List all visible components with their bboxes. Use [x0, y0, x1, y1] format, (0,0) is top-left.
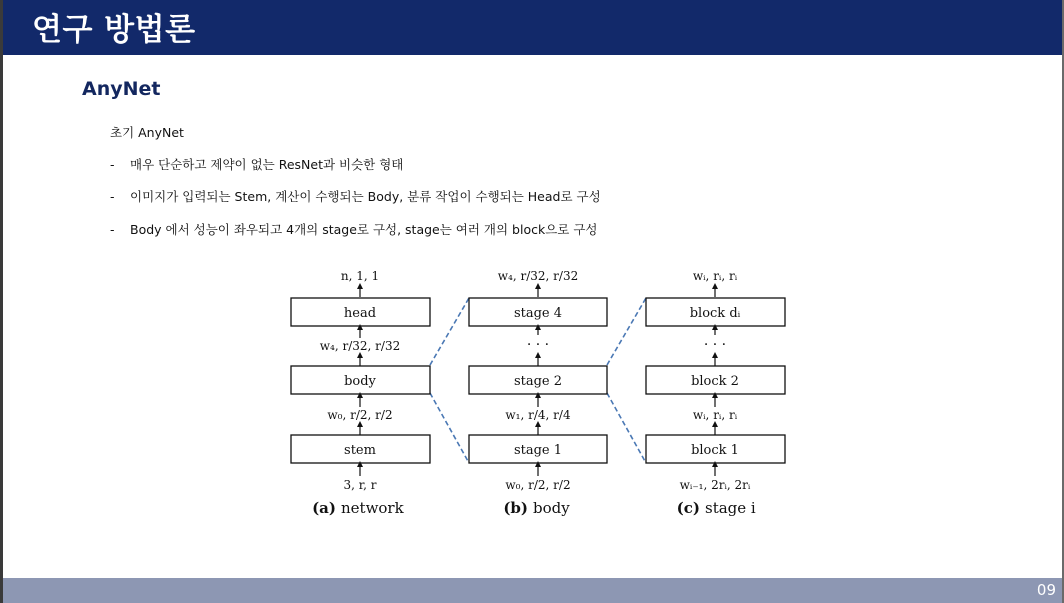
caption-letter-c: (c): [676, 499, 700, 517]
bullet-text: 이미지가 입력되는 Stem, 계산이 수행되는 Body, 분류 작업이 수행되는 Head로 구성: [130, 189, 601, 204]
page-number: 09: [1036, 581, 1056, 599]
stage1-label: stage 1: [513, 443, 563, 458]
bullet-dash: -: [110, 157, 115, 172]
body-dots: · · ·: [526, 337, 550, 353]
connector-line: [607, 298, 646, 365]
stem-label: stem: [344, 443, 376, 458]
stage-dots: · · ·: [703, 337, 727, 353]
intro-text: 초기 AnyNet: [110, 125, 184, 140]
caption-letter-b: (b): [503, 499, 528, 517]
body-mid-bottom-label: w₁, r/4, r/4: [505, 408, 571, 422]
block1-label: block 1: [691, 443, 739, 458]
caption-stage: stage i: [705, 499, 756, 517]
network-input-label: 3, r, r: [343, 478, 377, 492]
anynet-figure: [280, 262, 800, 524]
block2-label: block 2: [691, 374, 739, 389]
stage-input-label: wᵢ₋₁, 2rᵢ, 2rᵢ: [679, 478, 751, 492]
bullet-text: 매우 단순하고 제약이 없는 ResNet과 비슷한 형태: [130, 157, 404, 172]
connector-line: [430, 298, 469, 365]
stage-mid-bottom-label: wᵢ, rᵢ, rᵢ: [692, 408, 738, 422]
slide-header: [3, 0, 1062, 55]
stage2-label: stage 2: [513, 374, 563, 389]
bullet-item: [110, 220, 597, 238]
head-label: head: [343, 306, 377, 321]
caption-network: network: [341, 499, 404, 517]
network-mid-bottom-label: w₀, r/2, r/2: [327, 408, 393, 422]
stage4-label: stage 4: [513, 306, 563, 321]
section-title: AnyNet: [82, 78, 161, 100]
connector-line: [607, 393, 646, 463]
slide-title: 연구 방법론: [32, 12, 196, 48]
left-border: [0, 0, 3, 603]
bullet-dash: -: [110, 222, 115, 237]
connector-line: [430, 393, 469, 463]
anynet-diagram: [280, 262, 800, 524]
bullet-text: Body 에서 성능이 좌우되고 4개의 stage로 구성, stage는 여러 개의 block으로 구성: [130, 222, 598, 237]
body-label: body: [344, 374, 376, 389]
network-mid-top-label: w₄, r/32, r/32: [319, 339, 401, 353]
bullet-item: [110, 187, 601, 205]
body-input-label: w₀, r/2, r/2: [505, 478, 571, 492]
caption-body: body: [533, 499, 570, 517]
bullet-dash: -: [110, 189, 115, 204]
network-output-label: n, 1, 1: [340, 269, 380, 283]
bullet-item: [110, 155, 403, 173]
block-d-label: block dᵢ: [689, 306, 741, 321]
stage-output-label: wᵢ, rᵢ, rᵢ: [692, 269, 738, 283]
slide-footer: [3, 578, 1062, 603]
caption-letter-a: (a): [312, 499, 336, 517]
body-output-label: w₄, r/32, r/32: [497, 269, 579, 283]
